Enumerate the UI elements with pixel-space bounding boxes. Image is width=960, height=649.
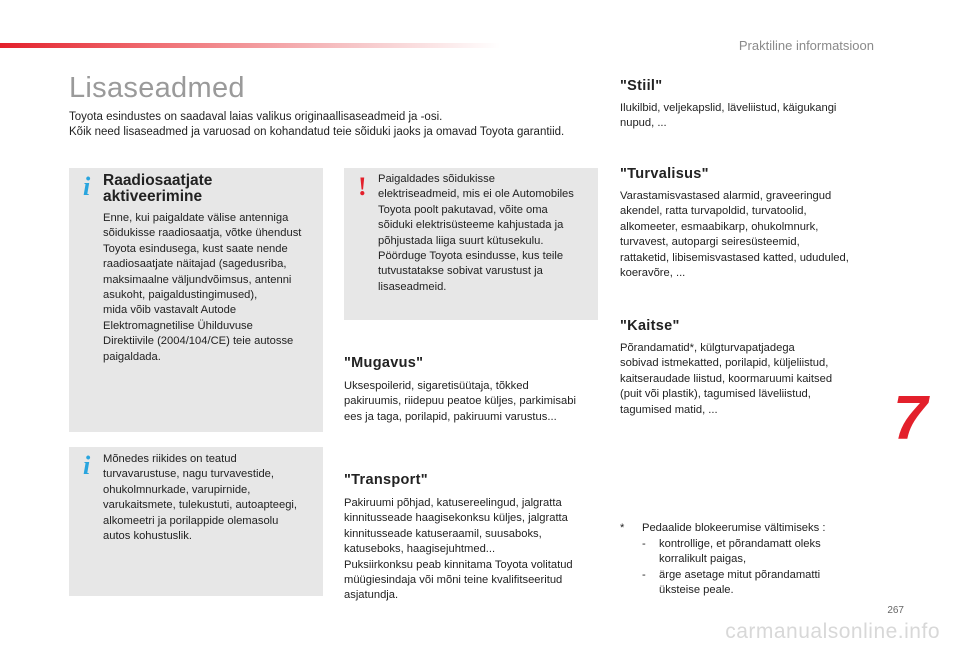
intro-line: Kõik need lisaseadmed ja varuosad on kohandatud teie sõiduki jaoks ja omavad Toyota garantiid. (69, 126, 565, 138)
footnote-lead: Pedaalide blokeerumise vältimiseks : (642, 522, 826, 534)
box-heading: Raadiosaatjate aktiveerimine (103, 172, 213, 205)
info-icon: i (83, 172, 91, 201)
radio-info-box (69, 168, 323, 432)
page-title: Lisaseadmed (69, 72, 245, 104)
warning-box (344, 168, 598, 320)
section-title: Praktiline informatsioon (738, 38, 874, 53)
footnote-item-text: ärge asetage mitut põrandamatti üksteise peale. (659, 569, 821, 597)
warning-icon: ! (358, 172, 367, 201)
footnote-marker: * (620, 522, 625, 534)
footnote-dash: - (642, 538, 646, 550)
section-transport-text: Pakiruumi põhjad, katusereelingud, jalgratta kinnitusseade haagisekonksu küljes, jalgratta kinnitusseade katuseraamil, suusaboks, katuseboks, haagisejuhtmed... Puksiirkonksu peab kinnitama Toyota volitatud müügiesindaja või mõni teine kvalifitseeritud asjatundja. (344, 497, 573, 602)
box-text: Paigaldades sõidukisse elektriseadmeid, mis ei ole Automobiles Toyota poolt pakutavad, võite oma sõiduki elektrisüsteeme kahjustada ja põhjustada liiga suurt kütusekulu. Pöörduge Toyota esindusse, kus teile tutvustatakse sobivat varustust ja lisaseadmeid. (378, 173, 574, 293)
section-kaitse-text: Põrandamatid*, külgturvapatjadega sobivad istmekatted, porilapid, küljeliistud, kaitseraudade liistud, koormaruumi kaitsed (puit või plastik), tagumised läveliistud, tagumised matid, ... (620, 342, 833, 416)
info-icon: i (83, 451, 91, 480)
chapter-number: 7 (893, 384, 928, 453)
section-turvalisus-text: Varastamisvastased alarmid, graveeringud akendel, ratta turvapoldid, turvatoolid, alkomeeter, esmaabikarp, ohukolmnurk, turvavest, autopargi seiresüsteemid, rattaketid, libisemisvastased katted, ududuled, koeravõre, ... (620, 190, 849, 280)
section-stiil-title: "Stiil" (620, 78, 663, 94)
mandatory-equipment-box (69, 447, 323, 596)
header-accent-bar (0, 43, 500, 48)
intro-text (69, 110, 609, 140)
watermark: carmanualsonline.info (725, 620, 940, 643)
footnote-dash: - (642, 569, 646, 581)
section-turvalisus-title: "Turvalisus" (620, 166, 709, 182)
section-kaitse-title: "Kaitse" (620, 318, 680, 334)
section-stiil-text: Ilukilbid, veljekapslid, läveliistud, käigukangi nupud, ... (620, 102, 837, 130)
footnote-item-text: kontrollige, et põrandamatt oleks korralikult paigas, (659, 538, 821, 566)
section-transport-title: "Transport" (344, 472, 428, 488)
box-text: Mõnedes riikides on teatud turvavarustuse, nagu turvavestide, ohukolmnurkade, varupirnide, varukaitsmete, tulekustuti, autoapteegi, alkomeetri ja porilappide olemasolu autos kohustuslik. (103, 453, 298, 543)
intro-line: Toyota esindustes on saadaval laias valikus originaallisaseadmeid ja -osi. (69, 111, 443, 123)
section-mugavus-title: "Mugavus" (344, 355, 424, 371)
box-text: Enne, kui paigaldate välise antenniga sõidukisse raadiosaatja, võtke ühendust Toyota esindusega, kust saate nende raadiosaatjate näitajad (sagedusriba, maksimaalne väljundvõimsus, antenni asukoht, paigaldustingimused), mida võib vastavalt Autode Elektromagnetilise Ühilduvuse Direktiivile (2004/104/CE) teie autosse paigaldada. (103, 212, 302, 363)
page-number: 267 (887, 605, 904, 616)
section-mugavus-text: Uksespoilerid, sigaretisüütaja, tõkked pakiruumis, riidepuu peatoe küljes, parkimisabi ees ja taga, porilapid, pakiruumi varustus... (344, 380, 576, 423)
